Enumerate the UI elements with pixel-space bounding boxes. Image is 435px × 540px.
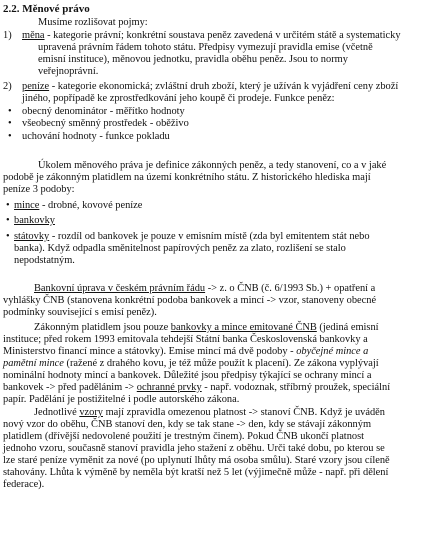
uprava-line-2: vyhlášky ČNB (stanovena konkrétní podoba bankovek a mincí -> vzor, stanoveny obecné — [3, 295, 377, 306]
zakonnym-text: Ministerstvo financí mince a státovky). Emise mincí má dvě podoby - — [3, 346, 297, 357]
mena-line-4: veřejnoprávní. — [38, 66, 99, 77]
list-number-1: 1) — [3, 30, 12, 41]
zakonnym-line-7: papír. Padělání je postižitelné i podle autorského zákona. — [3, 394, 240, 405]
uprava-underlined: Bankovní úprava v českém právním řádu — [34, 283, 206, 294]
statovky-line-2: banka). Když odpadla směnitelnost papírových peněz za zlato, rozlišení se stalo — [14, 243, 346, 254]
zakonnym-text: - např. vodoznak, stříbrný proužek, speciální — [201, 382, 391, 393]
zakonnym-line-3 — [3, 346, 368, 358]
mena-line-3: emisní instituce), měnovou jednotku, pravidla oběhu peněz. Jsou to normy — [38, 54, 348, 65]
bullet-dot: • — [6, 215, 10, 226]
list-number-2: 2) — [3, 81, 12, 92]
zakonnym-text: (ražené z drahého kovu, je též může použít k placení). Ze zákona vyplývají — [63, 358, 379, 369]
penize-line-1-text: - kategorie ekonomická; zvláštní druh zboží, který je užíván k vyjádření ceny zboží — [49, 81, 399, 92]
function-item: uchování hodnoty - funkce pokladu — [22, 131, 170, 142]
bullet-dot: • — [8, 106, 12, 117]
form-item-bankovky — [14, 215, 55, 227]
vzory-line-4: jednoho vzoru, současně stanoví pravidla jeho stažení z oběhu. Urči také dobu, po kterou se — [3, 443, 385, 454]
uprava-line-1 — [34, 283, 375, 295]
form-text: - rozdíl od bankovek je pouze v emisním místě (zda byl emitentem stát nebo — [49, 231, 370, 242]
form-item-mince — [14, 200, 142, 212]
zakonnym-underlined: ochranné prvky — [136, 382, 202, 393]
function-item: obecný denominátor - měřítko hodnoty — [22, 106, 185, 117]
bullet-dot: • — [8, 118, 12, 129]
zakonnym-line-1 — [34, 322, 379, 334]
form-term: mince — [14, 200, 40, 211]
uprava-line-3: podmínky související s emisí peněz). — [3, 307, 157, 318]
vzory-line-3: platidlem (dřívější nedovolené použití je trestným činem). Pokud ČNB ukončí platnost — [3, 431, 365, 442]
zakonnym-text: bankovek -> před padělánim -> — [3, 382, 137, 393]
vzory-line-7: federace). — [3, 479, 45, 490]
form-text: - drobné, kovové peníze — [39, 200, 143, 211]
zakonnym-italic: pamětní mince — [3, 358, 64, 369]
zakonnym-line-5: nominální hodnoty mincí a bankovek. Důležité jsou předpisy týkající se ochrany mincí a — [3, 370, 372, 381]
mena-line-1-text: - kategorie právní; konkrétní soustava peněz zavedená v určitém státě a systematicky — [44, 30, 401, 41]
mena-line-1 — [22, 30, 401, 42]
vzory-line-2: nový vzor do oběhu, ČNB stanoví den, kdy se tak stane -> den, kdy se stávají zákonným — [3, 419, 372, 430]
vzory-line-1 — [34, 407, 385, 419]
form-item-statovky — [14, 231, 370, 243]
zakonnym-line-4 — [3, 358, 379, 370]
zakonnym-underlined: bankovky a mince emitované ČNB — [170, 322, 317, 333]
section-heading: 2.2. Měnové právo — [3, 3, 90, 15]
mena-line-2: upravená právním řádem tohoto státu. Předpisy vymezují pravidla emise (včetně — [38, 42, 373, 53]
bullet-dot: • — [6, 231, 10, 242]
zakonnym-text: Zákonným platidlem jsou pouze — [34, 322, 171, 333]
vzory-underlined: vzory — [79, 407, 103, 418]
zakonnym-text: (jediná emisní — [316, 322, 379, 333]
mena-term: měna — [22, 30, 45, 41]
vzory-text: mají zpravidla omezenou platnost -> stanoví ČNB. Když je uváděn — [102, 407, 385, 418]
bullet-dot: • — [6, 200, 10, 211]
vzory-text: Jednotlivé — [34, 407, 80, 418]
intro-text: Musíme rozlišovat pojmy: — [38, 17, 148, 28]
penize-line-2: jiného, popřípadě ke zprostředkování jeho koupě či prodeje. Funkce peněz: — [22, 93, 335, 104]
ukol-line-1: Úkolem měnového práva je definice zákonných peněz, a tedy stanovení, co a v jaké — [38, 160, 387, 171]
zakonnym-line-6 — [3, 382, 390, 394]
penize-term: peníze — [22, 81, 50, 92]
zakonnym-line-2: instituce; před rokem 1993 emitovala tehdejší Státní banka Československá bankovky a — [3, 334, 368, 345]
zakonnym-italic: obyčejné mince a — [296, 346, 369, 357]
ukol-line-2: podobě je zákonným platidlem na území konkrétního státu. Z historického hlediska mají — [3, 172, 371, 183]
bullet-dot: • — [8, 131, 12, 142]
ukol-line-3: peníze 3 podoby: — [3, 184, 75, 195]
penize-line-1 — [22, 81, 398, 93]
form-term: státovky — [14, 231, 50, 242]
form-term: bankovky — [14, 215, 55, 226]
vzory-line-5: lze staré peníze vyměnit za nové (po uplynutí lhůty má osoba smůlu). Staré vzory jsou cíleně — [3, 455, 390, 466]
vzory-line-6: stahovány. Lhůta k výměně by neměla být kratší než 5 let (výjimečně může - např. při dělení — [3, 467, 389, 478]
statovky-line-3: nepodstatným. — [14, 255, 75, 266]
function-item: všeobecný směnný prostředek - oběživo — [22, 118, 189, 129]
uprava-line-1-text: -> z. o ČNB (č. 6/1993 Sb.) + opatření a — [205, 283, 376, 294]
